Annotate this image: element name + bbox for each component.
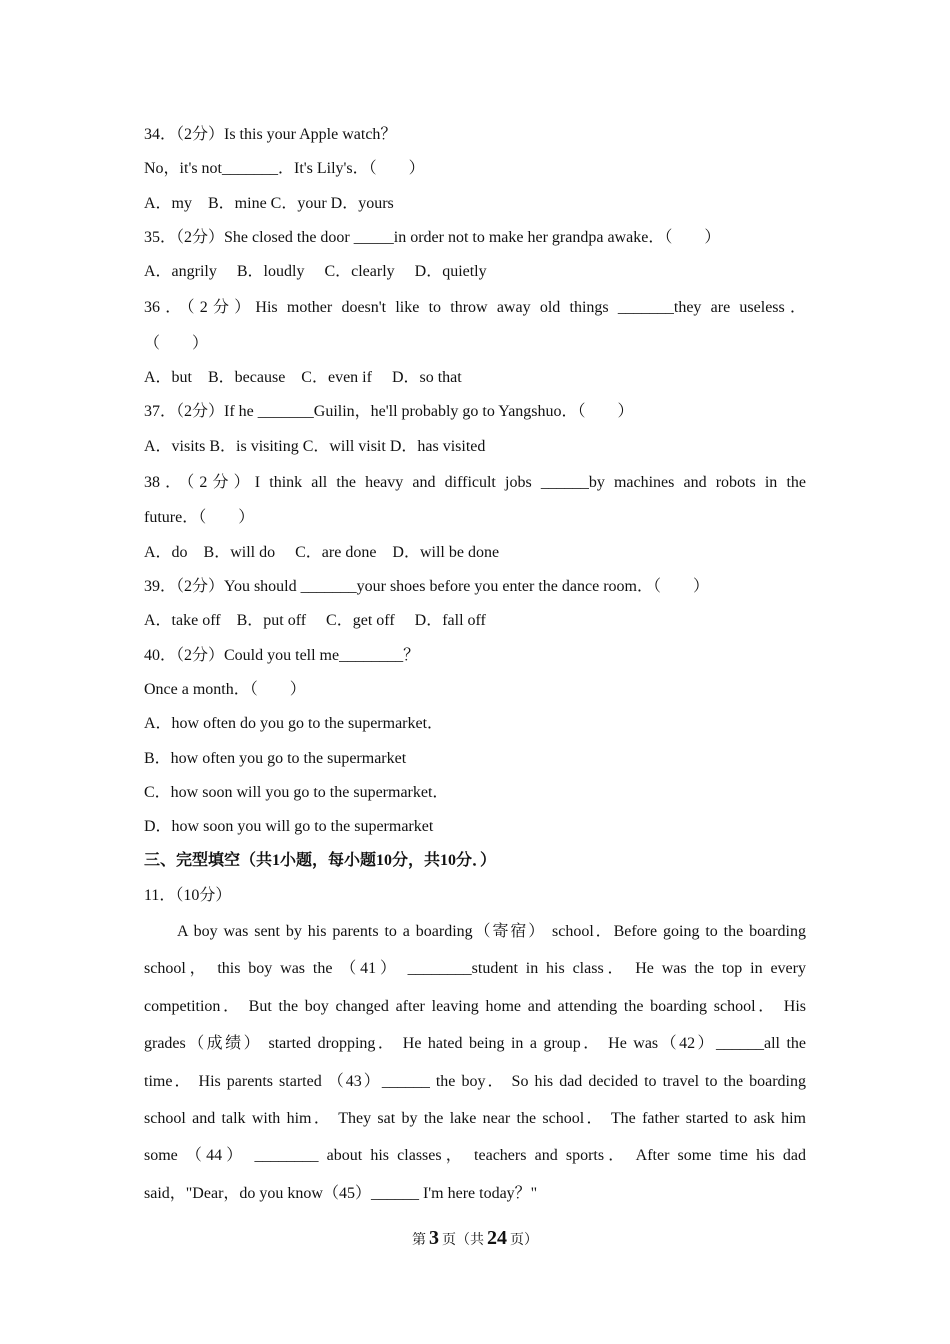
question-36-options: A．but B．because C．even if D．so that <box>144 369 462 387</box>
question-34-stem: 34．（2分）Is this your Apple watch？ <box>144 126 397 143</box>
question-40-stem: 40．（2分）Could you tell me________？ <box>144 646 420 664</box>
question-36-stem: 36．（2分）His mother doesn't like to throw away old things _______they are useless． <box>144 299 806 317</box>
question-37-options: A．visits B．is visiting C．will visit D．has visited <box>144 437 486 455</box>
question-36-line2: （ ） <box>144 334 209 352</box>
question-39-options: A．take off B．put off C．get off D．fall off <box>144 612 486 630</box>
question-40-option-d: D．how soon you will go to the supermarket <box>144 818 434 836</box>
question-34-options: A．my B．mine C．your D．yours <box>144 194 394 212</box>
question-38-line2: future．（ ） <box>144 509 255 527</box>
question-34-line2: No，it's not_______．It's Lily's．（ ） <box>144 160 425 178</box>
question-37-stem: 37．（2分）If he _______Guilin，he'll probably go to Yangshuo．（ ） <box>144 403 634 421</box>
passage-line: school， this boy was the （41） ________student in his class． He was the top in every <box>144 960 806 978</box>
passage-line: school and talk with him． They sat by the lake near the school． The father started to ask him <box>144 1109 806 1127</box>
question-40-line2: Once a month．（ ） <box>144 680 306 698</box>
passage-line: said，"Dear，do you know（45）______ I'm here today？" <box>144 1184 538 1202</box>
footer-prefix: 第 <box>412 1233 426 1248</box>
passage-line: A boy was sent by his parents to a boarding（寄宿） school．Before going to the boarding <box>177 923 806 941</box>
page-content <box>144 118 806 1212</box>
question-35-stem: 35．（2分）She closed the door _____in order not to make her grandpa awake．（ ） <box>144 228 721 246</box>
footer-middle: 页（共 <box>442 1233 484 1248</box>
cloze-passage <box>144 913 806 1212</box>
question-35-options: A．angrily B．loudly C．clearly D．quietly <box>144 263 487 281</box>
question-40-option-a: A．how often do you go to the supermarket． <box>144 715 444 733</box>
question-38-options: A．do B．will do C．are done D．will be done <box>144 543 500 561</box>
question-39-stem: 39．（2分）You should _______your shoes before you enter the dance room．（ ） <box>144 578 709 596</box>
total-page-count: 24 <box>487 1227 507 1249</box>
passage-line: time． His parents started （43）______ the boy． So his dad decided to travel to the boarding <box>144 1072 806 1090</box>
passage-line: grades（成绩） started dropping． He hated being in a group． He was（42）______all the <box>144 1035 806 1053</box>
question-40-option-b: B．how often you go to the supermarket <box>144 749 407 767</box>
question-40-option-c: C．how soon will you go to the supermarket． <box>144 783 449 801</box>
section-3-heading: 三、完型填空（共1小题，每小题10分，共10分．） <box>144 852 497 870</box>
passage-line: competition． But the boy changed after leaving home and attending the boarding school． His <box>144 997 807 1015</box>
question-11-label: 11．（10分） <box>144 886 232 904</box>
passage-line: some （44） ________ about his classes， teachers and sports． After some time his dad <box>144 1147 806 1165</box>
question-38-stem: 38．（2分）I think all the heavy and difficult jobs ______by machines and robots in the <box>144 474 806 492</box>
page-footer <box>0 1224 950 1255</box>
current-page-number: 3 <box>429 1227 439 1249</box>
footer-suffix: 页） <box>510 1233 538 1248</box>
